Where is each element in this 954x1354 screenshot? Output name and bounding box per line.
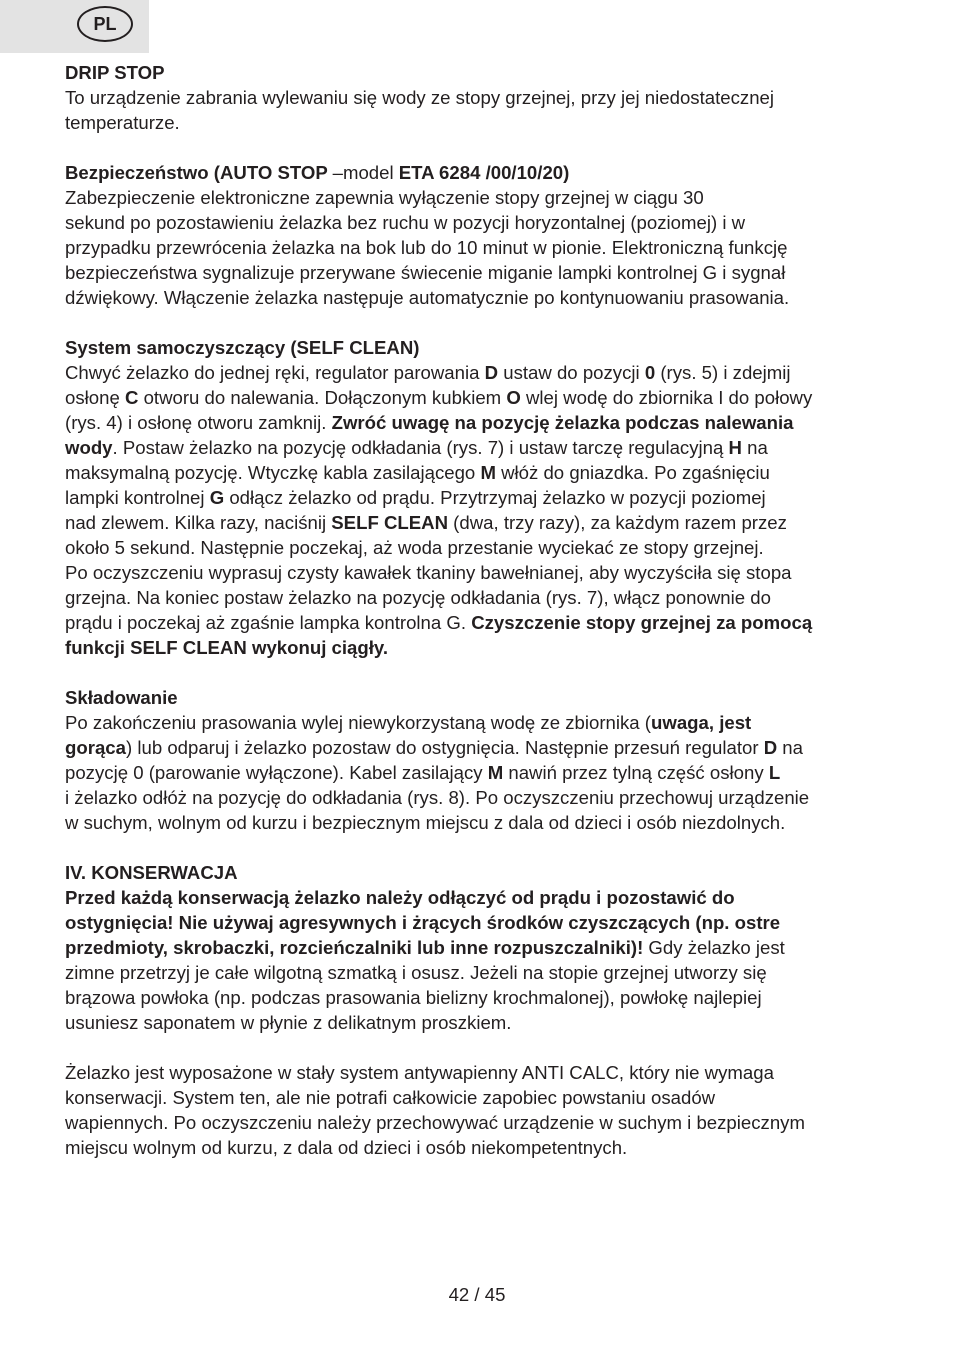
paragraph-line: wody. Postaw żelazko na pozycję odkładania (rys. 7) i ustaw tarczę regulacyjną H na (65, 437, 768, 458)
paragraph-line: dźwiękowy. Włączenie żelazka następuje automatycznie po kontynuowaniu prasowania. (65, 287, 790, 308)
paragraph-line: gorąca) lub odparuj i żelazko pozostaw do ostygnięcia. Następnie przesuń regulator D na (65, 737, 803, 758)
paragraph-line: usuniesz saponatem w płynie z delikatnym proszkiem. (65, 1012, 512, 1033)
paragraph-line: lampki kontrolnej G odłącz żelazko od prądu. Przytrzymaj żelazko w pozycji poziomej (65, 487, 766, 508)
paragraph-line: i żelazko odłóż na pozycję do odkładania (rys. 8). Po oczyszczeniu przechowuj urządzenie (65, 787, 810, 808)
document-body (65, 60, 900, 1160)
paragraph-line: w suchym, wolnym od kurzu i bezpiecznym miejscu z dala od dzieci i osób niezdolnych. (65, 812, 786, 833)
paragraph-line: Po oczyszczeniu wyprasuj czysty kawałek tkaniny bawełnianej, aby wyczyściła się stopa (65, 562, 792, 583)
paragraph-line: funkcji SELF CLEAN wykonuj ciągły. (65, 637, 389, 658)
paragraph-line: maksymalną pozycję. Wtyczkę kabla zasilającego M włóż do gniazdka. Po zgaśnięciu (65, 462, 770, 483)
paragraph-line: przedmioty, skrobaczki, rozcieńczalniki lub inne rozpuszczalniki)! Gdy żelazko jest (65, 937, 785, 958)
paragraph-line: bezpieczeństwa sygnalizuje przerywane świecenie miganie lampki kontrolnej G i sygnał (65, 262, 786, 283)
language-badge: PL (77, 6, 133, 42)
paragraph-line: około 5 sekund. Następnie poczekaj, aż woda przestanie wyciekać ze stopy grzejnej. (65, 537, 764, 558)
paragraph-line: brązowa powłoka (np. podczas prasowania bielizny krochmalonej), powłokę najlepiej (65, 987, 762, 1008)
paragraph-line: sekund po pozostawieniu żelazka bez ruchu w pozycji horyzontalnej (poziomej) i w (65, 212, 746, 233)
section-title-storage: Składowanie (65, 687, 178, 708)
paragraph-line: ostygnięcia! Nie używaj agresywnych i żrących środków czyszczących (np. ostre (65, 912, 781, 933)
paragraph-line: przypadku przewrócenia żelazka na bok lub do 10 minut w pionie. Elektroniczną funkcję (65, 237, 788, 258)
paragraph-line: temperaturze. (65, 112, 180, 133)
paragraph-line: grzejna. Na koniec postaw żelazko na pozycję odkładania (rys. 7), włącz ponownie do (65, 587, 771, 608)
paragraph-line: Zabezpieczenie elektroniczne zapewnia wyłączenie stopy grzejnej w ciągu 30 (65, 187, 704, 208)
paragraph-line: Żelazko jest wyposażone w stały system antywapienny ANTI CALC, który nie wymaga (65, 1062, 774, 1083)
section-title-maintenance: IV. KONSERWACJA (65, 862, 238, 883)
paragraph-line: prądu i poczekaj aż zgaśnie lampka kontrolna G. Czyszczenie stopy grzejnej za pomocą (65, 612, 813, 633)
paragraph-line: (rys. 4) i osłonę otworu zamknij. Zwróć uwagę na pozycję żelazka podczas nalewania (65, 412, 794, 433)
paragraph-line: miejscu wolnym od kurzu, z dala od dzieci i osób niekompetentnych. (65, 1137, 628, 1158)
paragraph-line: Po zakończeniu prasowania wylej niewykorzystaną wodę ze zbiornika (uwaga, jest (65, 712, 752, 733)
paragraph-line: To urządzenie zabrania wylewaniu się wody ze stopy grzejnej, przy jej niedostatecznej (65, 87, 775, 108)
paragraph-line: Chwyć żelazko do jednej ręki, regulator parowania D ustaw do pozycji 0 (rys. 5) i zdejmij (65, 362, 791, 383)
paragraph-line: konserwacji. System ten, ale nie potrafi całkowicie zapobiec powstaniu osadów (65, 1087, 716, 1108)
section-title-self-clean: System samoczyszczący (SELF CLEAN) (65, 337, 420, 358)
language-tab (0, 0, 149, 53)
paragraph-line: osłonę C otworu do nalewania. Dołączonym kubkiem O wlej wodę do zbiornika I do połowy (65, 387, 813, 408)
paragraph-line: nad zlewem. Kilka razy, naciśnij SELF CLEAN (dwa, trzy razy), za każdym razem przez (65, 512, 787, 533)
section-title-auto-stop: Bezpieczeństwo (AUTO STOP –model ETA 6284 /00/10/20) (65, 162, 570, 183)
paragraph-line: pozycję 0 (parowanie wyłączone). Kabel zasilający M nawiń przez tylną część osłony L (65, 762, 781, 783)
paragraph-line: wapiennych. Po oczyszczeniu należy przechowywać urządzenie w suchym i bezpiecznym (65, 1112, 805, 1133)
paragraph-line: Przed każdą konserwacją żelazko należy odłączyć od prądu i pozostawić do (65, 887, 735, 908)
page-number: 42 / 45 (448, 1284, 506, 1305)
paragraph-line: zimne przetrzyj je całe wilgotną szmatką i osusz. Jeżeli na stopie grzejnej utworzy się (65, 962, 767, 983)
section-title-drip-stop: DRIP STOP (65, 62, 165, 83)
